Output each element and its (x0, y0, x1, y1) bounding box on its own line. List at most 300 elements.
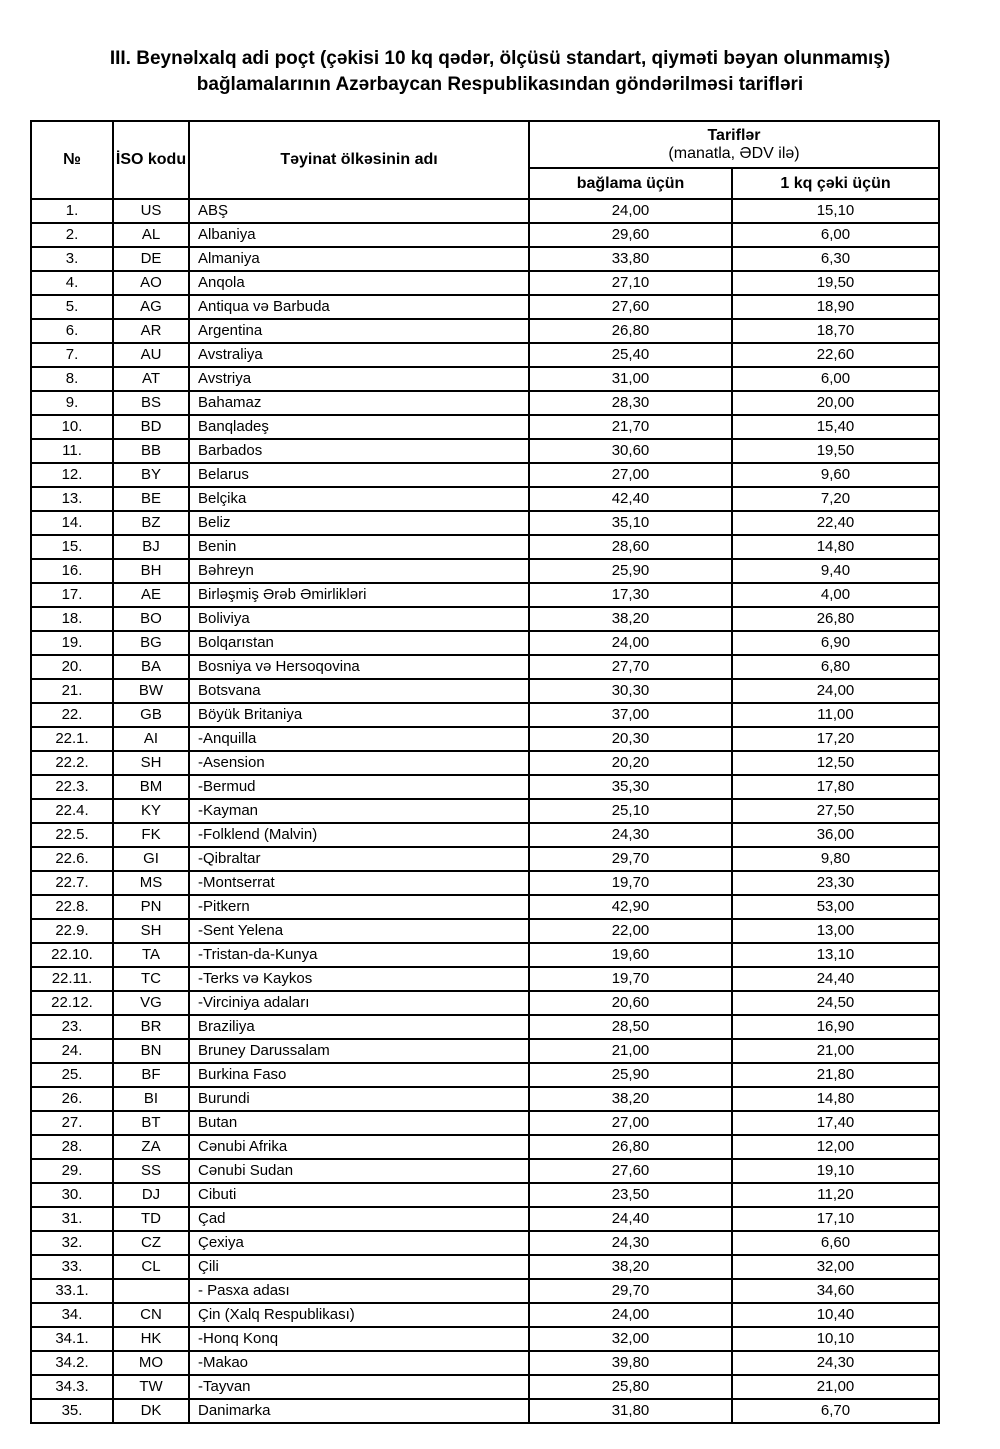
kg-tariff-cell: 27,50 (732, 799, 939, 823)
package-tariff-cell: 35,10 (529, 511, 732, 535)
kg-tariff-cell: 15,40 (732, 415, 939, 439)
package-tariff-cell: 26,80 (529, 1135, 732, 1159)
row-number-cell: 16. (31, 559, 113, 583)
country-name-cell: Argentina (189, 319, 529, 343)
package-tariff-cell: 25,80 (529, 1375, 732, 1399)
iso-code-cell: BT (113, 1111, 189, 1135)
table-row (31, 1207, 939, 1231)
tariff-table (30, 120, 940, 1424)
package-tariff-cell: 17,30 (529, 583, 732, 607)
row-number-cell: 22.2. (31, 751, 113, 775)
country-name-cell: -Tayvan (189, 1375, 529, 1399)
kg-tariff-cell: 24,50 (732, 991, 939, 1015)
country-name-cell: Çad (189, 1207, 529, 1231)
package-tariff-cell: 37,00 (529, 703, 732, 727)
iso-code-cell: BW (113, 679, 189, 703)
tariff-table-body (31, 199, 939, 1423)
country-name-cell: -Pitkern (189, 895, 529, 919)
country-name-cell: - Pasxa adası (189, 1279, 529, 1303)
country-name-cell: -Virciniya adaları (189, 991, 529, 1015)
package-tariff-cell: 24,40 (529, 1207, 732, 1231)
iso-code-cell: BS (113, 391, 189, 415)
iso-code-cell: ZA (113, 1135, 189, 1159)
table-row (31, 535, 939, 559)
kg-tariff-cell: 20,00 (732, 391, 939, 415)
row-number-cell: 35. (31, 1399, 113, 1423)
tariffs-subtitle: (manatla, ƏDV ilə) (668, 144, 800, 162)
row-number-cell: 22.8. (31, 895, 113, 919)
row-number-cell: 21. (31, 679, 113, 703)
package-tariff-cell: 27,70 (529, 655, 732, 679)
package-tariff-cell: 27,60 (529, 1159, 732, 1183)
table-row (31, 583, 939, 607)
kg-tariff-cell: 17,20 (732, 727, 939, 751)
country-name-cell: Çin (Xalq Respublikası) (189, 1303, 529, 1327)
country-name-cell: Anqola (189, 271, 529, 295)
table-row (31, 319, 939, 343)
kg-tariff-cell: 53,00 (732, 895, 939, 919)
table-row (31, 967, 939, 991)
kg-tariff-cell: 13,00 (732, 919, 939, 943)
iso-code-cell: BM (113, 775, 189, 799)
package-tariff-cell: 29,70 (529, 847, 732, 871)
table-row (31, 871, 939, 895)
package-tariff-cell: 38,20 (529, 607, 732, 631)
row-number-cell: 22.10. (31, 943, 113, 967)
kg-tariff-cell: 26,80 (732, 607, 939, 631)
package-tariff-cell: 27,60 (529, 295, 732, 319)
iso-code-cell: AI (113, 727, 189, 751)
table-row (31, 799, 939, 823)
package-tariff-cell: 39,80 (529, 1351, 732, 1375)
country-name-cell: Bosniya və Hersoqovina (189, 655, 529, 679)
row-number-cell: 3. (31, 247, 113, 271)
iso-code-cell: AO (113, 271, 189, 295)
iso-code-cell: AL (113, 223, 189, 247)
country-name-cell: -Asension (189, 751, 529, 775)
kg-tariff-cell: 14,80 (732, 1087, 939, 1111)
country-name-cell: Burundi (189, 1087, 529, 1111)
iso-code-cell: BO (113, 607, 189, 631)
row-number-cell: 4. (31, 271, 113, 295)
package-tariff-cell: 20,20 (529, 751, 732, 775)
kg-tariff-cell: 7,20 (732, 487, 939, 511)
iso-code-cell: BY (113, 463, 189, 487)
table-row (31, 655, 939, 679)
kg-tariff-cell: 19,10 (732, 1159, 939, 1183)
table-row (31, 631, 939, 655)
table-row (31, 439, 939, 463)
kg-tariff-cell: 12,00 (732, 1135, 939, 1159)
country-name-cell: -Folklend (Malvin) (189, 823, 529, 847)
country-name-cell: -Tristan-da-Kunya (189, 943, 529, 967)
row-number-cell: 6. (31, 319, 113, 343)
country-name-cell: -Montserrat (189, 871, 529, 895)
kg-tariff-cell: 6,00 (732, 223, 939, 247)
iso-code-cell: MS (113, 871, 189, 895)
table-row (31, 223, 939, 247)
kg-tariff-cell: 10,40 (732, 1303, 939, 1327)
row-number-cell: 34.1. (31, 1327, 113, 1351)
row-number-cell: 22.11. (31, 967, 113, 991)
kg-tariff-cell: 21,00 (732, 1375, 939, 1399)
kg-tariff-cell: 9,40 (732, 559, 939, 583)
package-tariff-cell: 24,00 (529, 1303, 732, 1327)
kg-tariff-cell: 16,90 (732, 1015, 939, 1039)
table-row (31, 1231, 939, 1255)
country-name-cell: Botsvana (189, 679, 529, 703)
table-row (31, 919, 939, 943)
package-tariff-cell: 24,30 (529, 823, 732, 847)
country-name-cell: Bolqarıstan (189, 631, 529, 655)
column-header-per-kg: 1 kq çəki üçün (732, 168, 939, 199)
iso-code-cell: BR (113, 1015, 189, 1039)
kg-tariff-cell: 19,50 (732, 271, 939, 295)
row-number-cell: 18. (31, 607, 113, 631)
package-tariff-cell: 31,80 (529, 1399, 732, 1423)
row-number-cell: 28. (31, 1135, 113, 1159)
table-row (31, 1279, 939, 1303)
iso-code-cell: MO (113, 1351, 189, 1375)
package-tariff-cell: 28,50 (529, 1015, 732, 1039)
row-number-cell: 26. (31, 1087, 113, 1111)
row-number-cell: 9. (31, 391, 113, 415)
country-name-cell: -Bermud (189, 775, 529, 799)
iso-code-cell: BN (113, 1039, 189, 1063)
table-row (31, 1111, 939, 1135)
kg-tariff-cell: 6,30 (732, 247, 939, 271)
kg-tariff-cell: 11,20 (732, 1183, 939, 1207)
row-number-cell: 23. (31, 1015, 113, 1039)
table-row (31, 1015, 939, 1039)
row-number-cell: 29. (31, 1159, 113, 1183)
country-name-cell: -Sent Yelena (189, 919, 529, 943)
table-row (31, 751, 939, 775)
row-number-cell: 34.3. (31, 1375, 113, 1399)
table-row (31, 391, 939, 415)
kg-tariff-cell: 23,30 (732, 871, 939, 895)
iso-code-cell: BF (113, 1063, 189, 1087)
kg-tariff-cell: 9,60 (732, 463, 939, 487)
kg-tariff-cell: 9,80 (732, 847, 939, 871)
kg-tariff-cell: 24,40 (732, 967, 939, 991)
country-name-cell: Antiqua və Barbuda (189, 295, 529, 319)
package-tariff-cell: 35,30 (529, 775, 732, 799)
iso-code-cell: BB (113, 439, 189, 463)
package-tariff-cell: 29,60 (529, 223, 732, 247)
row-number-cell: 25. (31, 1063, 113, 1087)
table-row (31, 943, 939, 967)
package-tariff-cell: 32,00 (529, 1327, 732, 1351)
country-name-cell: -Terks və Kaykos (189, 967, 529, 991)
tariffs-title: Tariflər (707, 126, 761, 144)
kg-tariff-cell: 12,50 (732, 751, 939, 775)
row-number-cell: 22.5. (31, 823, 113, 847)
table-row (31, 703, 939, 727)
column-header-iso-code: İSO kodu (113, 121, 189, 199)
package-tariff-cell: 30,30 (529, 679, 732, 703)
package-tariff-cell: 26,80 (529, 319, 732, 343)
table-row (31, 895, 939, 919)
iso-code-cell: DE (113, 247, 189, 271)
table-row (31, 1327, 939, 1351)
package-tariff-cell: 27,00 (529, 1111, 732, 1135)
kg-tariff-cell: 36,00 (732, 823, 939, 847)
column-header-tariffs (529, 121, 939, 168)
row-number-cell: 31. (31, 1207, 113, 1231)
package-tariff-cell: 20,30 (529, 727, 732, 751)
row-number-cell: 22.9. (31, 919, 113, 943)
kg-tariff-cell: 22,60 (732, 343, 939, 367)
country-name-cell: Burkina Faso (189, 1063, 529, 1087)
row-number-cell: 8. (31, 367, 113, 391)
country-name-cell: Belçika (189, 487, 529, 511)
iso-code-cell: GB (113, 703, 189, 727)
package-tariff-cell: 19,60 (529, 943, 732, 967)
iso-code-cell: TW (113, 1375, 189, 1399)
table-row (31, 271, 939, 295)
table-row (31, 1063, 939, 1087)
iso-code-cell: CZ (113, 1231, 189, 1255)
table-row (31, 1255, 939, 1279)
kg-tariff-cell: 18,70 (732, 319, 939, 343)
table-row (31, 1039, 939, 1063)
table-row (31, 991, 939, 1015)
kg-tariff-cell: 17,80 (732, 775, 939, 799)
iso-code-cell: US (113, 199, 189, 223)
country-name-cell: -Makao (189, 1351, 529, 1375)
page-title-line2: bağlamalarının Azərbaycan Respublikasından göndərilməsi tarifləri (196, 74, 804, 95)
table-row (31, 775, 939, 799)
iso-code-cell: SS (113, 1159, 189, 1183)
table-row (31, 607, 939, 631)
kg-tariff-cell: 24,00 (732, 679, 939, 703)
iso-code-cell: BH (113, 559, 189, 583)
kg-tariff-cell: 15,10 (732, 199, 939, 223)
kg-tariff-cell: 6,80 (732, 655, 939, 679)
kg-tariff-cell: 34,60 (732, 1279, 939, 1303)
row-number-cell: 2. (31, 223, 113, 247)
package-tariff-cell: 20,60 (529, 991, 732, 1015)
package-tariff-cell: 33,80 (529, 247, 732, 271)
country-name-cell: Almaniya (189, 247, 529, 271)
kg-tariff-cell: 6,90 (732, 631, 939, 655)
country-name-cell: -Kayman (189, 799, 529, 823)
kg-tariff-cell: 11,00 (732, 703, 939, 727)
iso-code-cell: SH (113, 751, 189, 775)
kg-tariff-cell: 4,00 (732, 583, 939, 607)
iso-code-cell: HK (113, 1327, 189, 1351)
country-name-cell: Çili (189, 1255, 529, 1279)
iso-code-cell: BZ (113, 511, 189, 535)
row-number-cell: 27. (31, 1111, 113, 1135)
kg-tariff-cell: 14,80 (732, 535, 939, 559)
country-name-cell: Braziliya (189, 1015, 529, 1039)
iso-code-cell: AR (113, 319, 189, 343)
page-title-line1: III. Beynəlxalq adi poçt (çəkisi 10 kq qədər, ölçüsü standart, qiyməti bəyan olunmamış) (109, 48, 891, 69)
iso-code-cell: BD (113, 415, 189, 439)
iso-code-cell: GI (113, 847, 189, 871)
package-tariff-cell: 25,40 (529, 343, 732, 367)
package-tariff-cell: 24,00 (529, 631, 732, 655)
kg-tariff-cell: 24,30 (732, 1351, 939, 1375)
table-row (31, 1399, 939, 1423)
kg-tariff-cell: 19,50 (732, 439, 939, 463)
iso-code-cell: AT (113, 367, 189, 391)
iso-code-cell: TA (113, 943, 189, 967)
kg-tariff-cell: 6,60 (732, 1231, 939, 1255)
row-number-cell: 22.1. (31, 727, 113, 751)
table-row (31, 247, 939, 271)
table-row (31, 1303, 939, 1327)
package-tariff-cell: 24,00 (529, 199, 732, 223)
iso-code-cell (113, 1279, 189, 1303)
row-number-cell: 33.1. (31, 1279, 113, 1303)
table-row (31, 679, 939, 703)
iso-code-cell: CN (113, 1303, 189, 1327)
kg-tariff-cell: 6,70 (732, 1399, 939, 1423)
row-number-cell: 7. (31, 343, 113, 367)
package-tariff-cell: 25,90 (529, 559, 732, 583)
table-row (31, 199, 939, 223)
kg-tariff-cell: 17,10 (732, 1207, 939, 1231)
kg-tariff-cell: 21,00 (732, 1039, 939, 1063)
table-row (31, 727, 939, 751)
header-row-main (31, 121, 939, 168)
country-name-cell: Albaniya (189, 223, 529, 247)
column-header-per-package: bağlama üçün (529, 168, 732, 199)
package-tariff-cell: 23,50 (529, 1183, 732, 1207)
row-number-cell: 22.4. (31, 799, 113, 823)
iso-code-cell: BI (113, 1087, 189, 1111)
country-name-cell: -Anquilla (189, 727, 529, 751)
table-row (31, 367, 939, 391)
package-tariff-cell: 28,30 (529, 391, 732, 415)
country-name-cell: -Honq Konq (189, 1327, 529, 1351)
country-name-cell: Bahamaz (189, 391, 529, 415)
country-name-cell: Avstraliya (189, 343, 529, 367)
row-number-cell: 22.3. (31, 775, 113, 799)
country-name-cell: Beliz (189, 511, 529, 535)
package-tariff-cell: 38,20 (529, 1087, 732, 1111)
kg-tariff-cell: 18,90 (732, 295, 939, 319)
row-number-cell: 22.7. (31, 871, 113, 895)
country-name-cell: Birləşmiş Ərəb Əmirlikləri (189, 583, 529, 607)
package-tariff-cell: 30,60 (529, 439, 732, 463)
kg-tariff-cell: 21,80 (732, 1063, 939, 1087)
row-number-cell: 11. (31, 439, 113, 463)
package-tariff-cell: 24,30 (529, 1231, 732, 1255)
iso-code-cell: DJ (113, 1183, 189, 1207)
package-tariff-cell: 27,10 (529, 271, 732, 295)
row-number-cell: 22. (31, 703, 113, 727)
tariff-table-header (31, 121, 939, 199)
country-name-cell: Bəhreyn (189, 559, 529, 583)
iso-code-cell: KY (113, 799, 189, 823)
kg-tariff-cell: 32,00 (732, 1255, 939, 1279)
kg-tariff-cell: 13,10 (732, 943, 939, 967)
row-number-cell: 34.2. (31, 1351, 113, 1375)
table-row (31, 847, 939, 871)
table-row (31, 823, 939, 847)
country-name-cell: Butan (189, 1111, 529, 1135)
row-number-cell: 13. (31, 487, 113, 511)
column-header-country: Təyinat ölkəsinin adı (189, 121, 529, 199)
package-tariff-cell: 42,40 (529, 487, 732, 511)
country-name-cell: Cibuti (189, 1183, 529, 1207)
country-name-cell: Banqladeş (189, 415, 529, 439)
package-tariff-cell: 25,10 (529, 799, 732, 823)
iso-code-cell: PN (113, 895, 189, 919)
country-name-cell: Barbados (189, 439, 529, 463)
table-row (31, 487, 939, 511)
package-tariff-cell: 42,90 (529, 895, 732, 919)
table-row (31, 463, 939, 487)
country-name-cell: Cənubi Sudan (189, 1159, 529, 1183)
kg-tariff-cell: 22,40 (732, 511, 939, 535)
row-number-cell: 20. (31, 655, 113, 679)
column-header-number: № (31, 121, 113, 199)
row-number-cell: 5. (31, 295, 113, 319)
table-row (31, 1159, 939, 1183)
row-number-cell: 30. (31, 1183, 113, 1207)
row-number-cell: 17. (31, 583, 113, 607)
country-name-cell: Cənubi Afrika (189, 1135, 529, 1159)
table-row (31, 1087, 939, 1111)
page-title (20, 46, 980, 98)
row-number-cell: 32. (31, 1231, 113, 1255)
iso-code-cell: BG (113, 631, 189, 655)
package-tariff-cell: 19,70 (529, 871, 732, 895)
table-row (31, 1135, 939, 1159)
package-tariff-cell: 38,20 (529, 1255, 732, 1279)
iso-code-cell: TD (113, 1207, 189, 1231)
package-tariff-cell: 21,00 (529, 1039, 732, 1063)
country-name-cell: Benin (189, 535, 529, 559)
country-name-cell: Böyük Britaniya (189, 703, 529, 727)
row-number-cell: 33. (31, 1255, 113, 1279)
row-number-cell: 24. (31, 1039, 113, 1063)
iso-code-cell: TC (113, 967, 189, 991)
row-number-cell: 12. (31, 463, 113, 487)
table-row (31, 415, 939, 439)
row-number-cell: 19. (31, 631, 113, 655)
country-name-cell: Danimarka (189, 1399, 529, 1423)
table-row (31, 559, 939, 583)
package-tariff-cell: 21,70 (529, 415, 732, 439)
country-name-cell: Belarus (189, 463, 529, 487)
table-row (31, 295, 939, 319)
table-row (31, 1375, 939, 1399)
package-tariff-cell: 29,70 (529, 1279, 732, 1303)
package-tariff-cell: 22,00 (529, 919, 732, 943)
package-tariff-cell: 27,00 (529, 463, 732, 487)
row-number-cell: 10. (31, 415, 113, 439)
table-row (31, 511, 939, 535)
row-number-cell: 15. (31, 535, 113, 559)
iso-code-cell: VG (113, 991, 189, 1015)
iso-code-cell: CL (113, 1255, 189, 1279)
country-name-cell: Çexiya (189, 1231, 529, 1255)
country-name-cell: -Qibraltar (189, 847, 529, 871)
table-row (31, 1183, 939, 1207)
table-row (31, 343, 939, 367)
package-tariff-cell: 19,70 (529, 967, 732, 991)
iso-code-cell: SH (113, 919, 189, 943)
package-tariff-cell: 31,00 (529, 367, 732, 391)
row-number-cell: 34. (31, 1303, 113, 1327)
iso-code-cell: AG (113, 295, 189, 319)
